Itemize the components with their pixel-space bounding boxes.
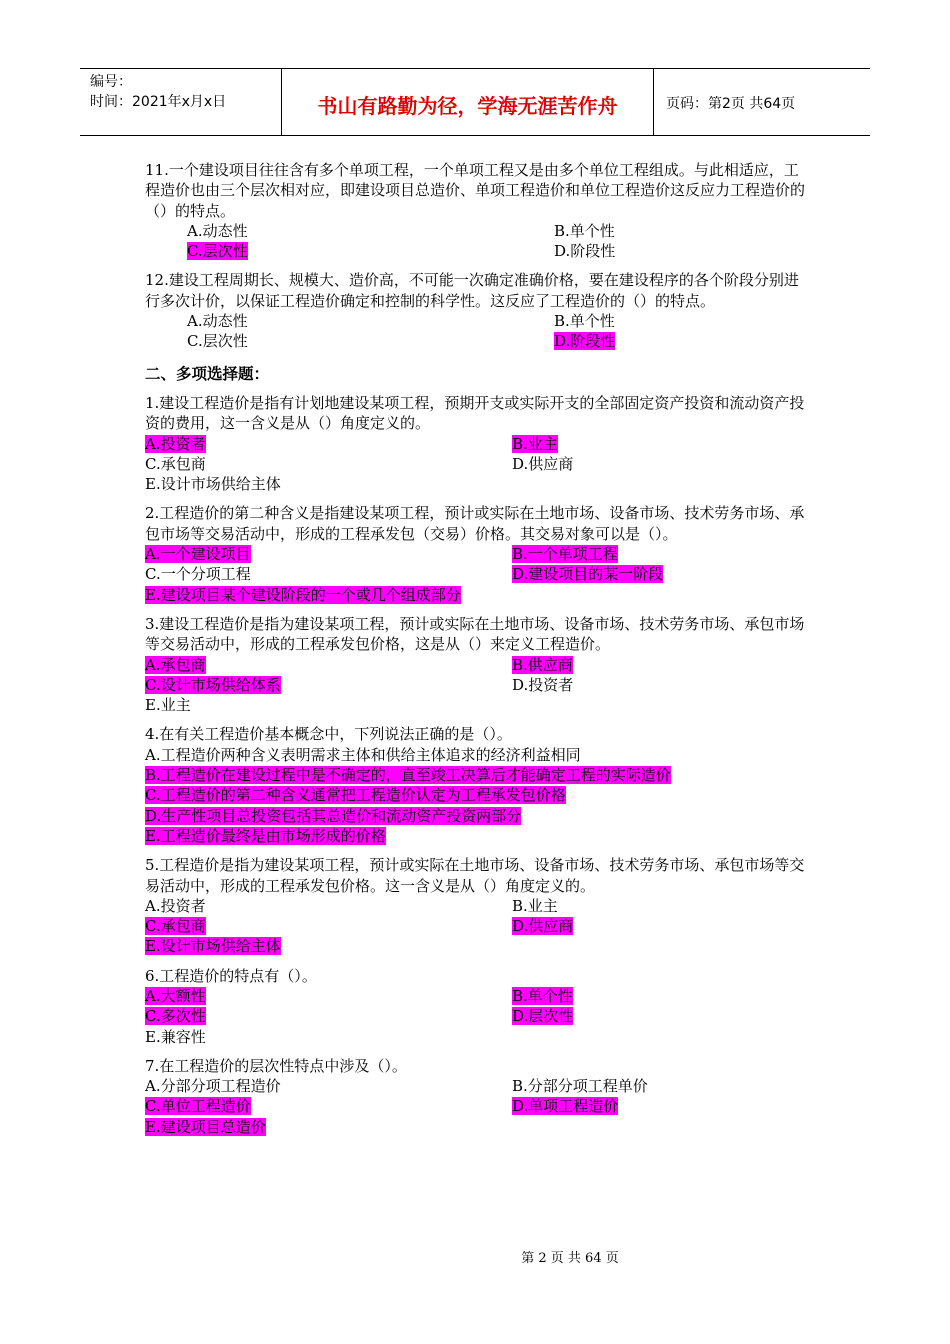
option-cell: [145, 745, 581, 765]
option-cell: [554, 221, 615, 241]
single-choice-list: [145, 160, 813, 352]
option-row: [145, 311, 813, 331]
option-cell: [554, 241, 615, 261]
option-label: B.单个性: [554, 221, 615, 240]
option-cell: [145, 311, 554, 331]
option-label: A.一个建设项目: [145, 545, 251, 564]
option-cell: [145, 585, 461, 605]
option-row: [145, 1006, 813, 1026]
header-page-info: 页码：第2页 共64页: [666, 96, 796, 112]
option-row: [145, 896, 813, 916]
page-footer: 第 2 页 共 64 页: [521, 1251, 619, 1266]
option-label: E.建设项目某个建设阶段的一个或几个组成部分: [145, 585, 461, 604]
option-cell: [512, 544, 618, 564]
option-row: [145, 474, 813, 494]
option-row: [145, 695, 813, 715]
option-cell: [145, 986, 512, 1006]
option-cell: [145, 1006, 512, 1026]
option-cell: [145, 1096, 512, 1116]
option-row: [145, 454, 813, 474]
page-header: [80, 68, 870, 136]
option-row: [145, 785, 813, 805]
question: [145, 393, 813, 494]
option-label: A.分部分项工程造价: [145, 1077, 281, 1096]
option-row: [145, 585, 813, 605]
question-text: 4.在有关工程造价基本概念中，下列说法正确的是（）。: [145, 725, 512, 744]
option-cell: [145, 785, 566, 805]
option-row: [145, 936, 813, 956]
option-row: [145, 1027, 813, 1047]
question: [145, 503, 813, 604]
option-cell: [145, 1027, 512, 1047]
option-cell: [145, 241, 554, 261]
option-row: [145, 434, 813, 454]
option-cell: [145, 675, 512, 695]
option-cell: [145, 806, 521, 826]
option-label: D.投资者: [512, 675, 574, 694]
question: [145, 1056, 813, 1137]
option-row: [145, 916, 813, 936]
option-cell: [145, 474, 512, 494]
option-row: [145, 655, 813, 675]
option-cell: [145, 454, 512, 474]
option-label: D.生产性项目总投资包括其总造价和流动资产投资两部分: [145, 806, 522, 825]
option-label: C.层次性: [187, 332, 248, 351]
option-cell: [145, 695, 512, 715]
header-motto: 书山有路勤为径，学海无涯苦作舟: [282, 69, 654, 135]
option-label: B.单个性: [512, 986, 573, 1005]
question: [145, 160, 813, 261]
option-cell: [512, 896, 558, 916]
option-label: A.大额性: [145, 986, 206, 1005]
option-cell: [512, 1096, 618, 1116]
option-cell: [554, 311, 615, 331]
option-label: A.工程造价两种含义表明需求主体和供给主体追求的经济利益相同: [145, 745, 581, 764]
option-row: [145, 544, 813, 564]
option-cell: [145, 544, 512, 564]
option-label: C.层次性: [187, 242, 248, 261]
option-label: C.承包商: [145, 917, 206, 936]
option-cell: [145, 221, 554, 241]
option-row: [145, 826, 813, 846]
option-label: D.阶段性: [554, 332, 616, 351]
question-text: 6.工程造价的特点有（）。: [145, 966, 317, 985]
question-text: 1.建设工程造价是指有计划地建设某项工程，预期开支或实际开支的全部固定资产投资和流动资产投资的费用，这一含义是从（）角度定义的。: [145, 393, 805, 433]
option-cell: [145, 896, 512, 916]
question-text: 3.建设工程造价是指为建设某项工程，预计或实际在土地市场、设备市场、技术劳务市场、承包市场等交易活动中，形成的工程承发包价格，这是从（）来定义工程造价。: [145, 614, 805, 654]
option-label: C.设计市场供给体系: [145, 675, 281, 694]
question-text: 7.在工程造价的层次性特点中涉及（）。: [145, 1056, 407, 1075]
option-cell: [145, 564, 512, 584]
option-label: A.投资者: [145, 896, 206, 915]
header-meta: [80, 69, 282, 135]
question-text: 11.一个建设项目往往含有多个单项工程，一个单项工程又是由多个单位工程组成。与此相适应，工程造价也由三个层次相对应，即建设项目总造价、单项工程造价和单位工程造价这反应力工程造价的（）的特点。: [145, 161, 806, 220]
option-label: B.业主: [512, 434, 558, 453]
option-cell: [512, 1006, 573, 1026]
option-label: D.层次性: [512, 1007, 574, 1026]
option-cell: [145, 331, 554, 351]
option-cell: [554, 331, 615, 351]
option-label: A.投资者: [145, 434, 206, 453]
option-cell: [145, 826, 512, 846]
option-label: C.工程造价的第二种含义通常把工程造价认定为工程承发包价格: [145, 786, 566, 805]
option-label: B.一个单项工程: [512, 545, 618, 564]
option-cell: [512, 564, 663, 584]
option-row: [145, 564, 813, 584]
code-label: 编号：: [90, 74, 132, 90]
option-label: A.承包商: [145, 655, 206, 674]
option-label: B.分部分项工程单价: [512, 1077, 648, 1096]
question-text: 12.建设工程周期长、规模大、造价高，不可能一次确定准确价格，要在建设程序的各个阶段分别进行多次计价，以保证工程造价确定和控制的科学性。这反应了工程造价的（）的特点。: [145, 271, 799, 310]
option-label: A.动态性: [187, 312, 248, 331]
option-label: B.单个性: [554, 312, 615, 331]
option-row: [145, 241, 813, 261]
option-row: [145, 1117, 813, 1137]
option-label: E.兼容性: [145, 1027, 206, 1046]
option-label: E.业主: [145, 696, 191, 715]
option-label: E.工程造价最终是由市场形成的价格: [145, 826, 386, 845]
option-label: B.供应商: [512, 655, 573, 674]
question-text: 2.工程造价的第二种含义是指建设某项工程，预计或实际在土地市场、设备市场、技术劳务市场、承包市场等交易活动中，形成的工程承发包（交易）价格。其交易对象可以是（）。: [145, 504, 805, 543]
option-cell: [145, 655, 512, 675]
option-label: D.单项工程造价: [512, 1097, 619, 1116]
question-text: 5.工程造价是指为建设某项工程，预计或实际在土地市场、设备市场、技术劳务市场、承包市场等交易活动中，形成的工程承发包价格。这一含义是从（）角度定义的。: [145, 856, 805, 895]
option-cell: [512, 675, 573, 695]
question: [145, 855, 813, 956]
option-label: D.供应商: [512, 454, 574, 473]
question: [145, 614, 813, 715]
option-cell: [145, 916, 512, 936]
option-cell: [145, 936, 512, 956]
option-row: [145, 765, 813, 785]
question: [145, 966, 813, 1047]
option-cell: [145, 434, 512, 454]
option-row: [145, 986, 813, 1006]
option-label: E.建设项目总造价: [145, 1117, 266, 1136]
section-title: 二、多项选择题：: [145, 364, 270, 383]
option-row: [145, 675, 813, 695]
option-cell: [145, 1117, 512, 1137]
option-label: D.阶段性: [554, 242, 616, 261]
option-row: [145, 221, 813, 241]
option-label: E.设计市场供给主体: [145, 475, 281, 494]
option-row: [145, 1076, 813, 1096]
option-label: A.动态性: [187, 221, 248, 240]
option-cell: [512, 1076, 648, 1096]
option-label: E.设计市场供给主体: [145, 937, 281, 956]
option-cell: [512, 434, 558, 454]
question: [145, 724, 813, 846]
option-row: [145, 745, 813, 765]
multi-choice-list: [145, 393, 813, 1137]
option-label: B.工程造价在建设过程中是不确定的，直至竣工决算后才能确定工程的实际造价: [145, 766, 671, 785]
option-row: [145, 331, 813, 351]
option-label: D.建设项目的某一阶段: [512, 565, 664, 584]
option-cell: [145, 1076, 512, 1096]
option-cell: [512, 655, 573, 675]
option-label: C.承包商: [145, 454, 206, 473]
question: [145, 270, 813, 351]
option-label: D.供应商: [512, 917, 574, 936]
option-label: C.多次性: [145, 1007, 206, 1026]
option-cell: [512, 916, 573, 936]
option-row: [145, 806, 813, 826]
option-label: B.业主: [512, 896, 558, 915]
option-cell: [512, 454, 573, 474]
document-body: [145, 160, 813, 1146]
date-label: 时间：2021年x月x日: [90, 94, 227, 110]
option-label: C.一个分项工程: [145, 565, 251, 584]
option-row: [145, 1096, 813, 1116]
option-cell: [512, 986, 573, 1006]
option-label: C.单位工程造价: [145, 1097, 251, 1116]
option-cell: [145, 765, 671, 785]
